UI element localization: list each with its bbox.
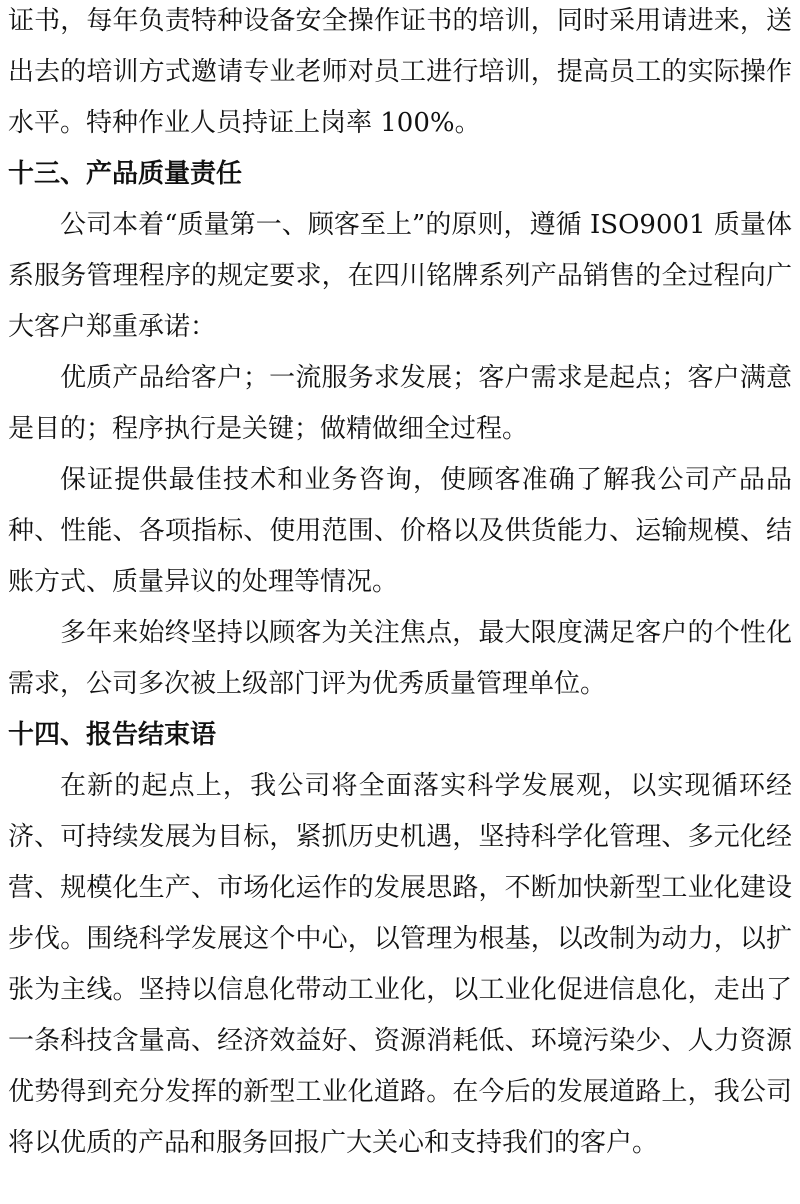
- heading-product-quality: 十三、产品质量责任: [8, 159, 243, 189]
- paragraph-training: 证书，每年负责特种设备安全操作证书的培训，同时采用请进来，送出去的培训方式邀请专业老师对员工进行培训，提高员工的实际操作水平。特种作业人员持证上岗率 100%。: [8, 6, 792, 138]
- paragraph-service-slogan: 优质产品给客户；一流服务求发展；客户需求是起点；客户满意是目的；程序执行是关键；做精做细全过程。: [8, 363, 792, 444]
- paragraph-customer-focus: 多年来始终坚持以顾客为关注焦点，最大限度满足客户的个性化需求，公司多次被上级部门评为优秀质量管理单位。: [8, 618, 792, 699]
- paragraph-quality-principle: 公司本着“质量第一、顾客至上”的原则，遵循 ISO9001 质量体系服务管理程序的规定要求，在四川铭牌系列产品销售的全过程向广大客户郑重承诺：: [8, 210, 792, 342]
- heading-report-conclusion: 十四、报告结束语: [8, 720, 217, 750]
- paragraph-conclusion: 在新的起点上，我公司将全面落实科学发展观，以实现循环经济、可持续发展为目标，紧抓历史机遇，坚持科学化管理、多元化经营、规模化生产、市场化运作的发展思路，不断加快新型工业化建设步伐。围绕科学发展这个中心，以管理为根基，以改制为动力，以扩张为主线。坚持以信息化带动工业化，以工业化促进信息化，走出了一条科技含量高、经济效益好、资源消耗低、环境污染少、人力资源优势得到充分发挥的新型工业化道路。在今后的发展道路上，我公司将以优质的产品和服务回报广大关心和支持我们的客户。: [8, 771, 792, 1158]
- paragraph-consulting: 保证提供最佳技术和业务咨询，使顾客准确了解我公司产品品种、性能、各项指标、使用范围、价格以及供货能力、运输规模、结账方式、质量异议的处理等情况。: [8, 465, 792, 597]
